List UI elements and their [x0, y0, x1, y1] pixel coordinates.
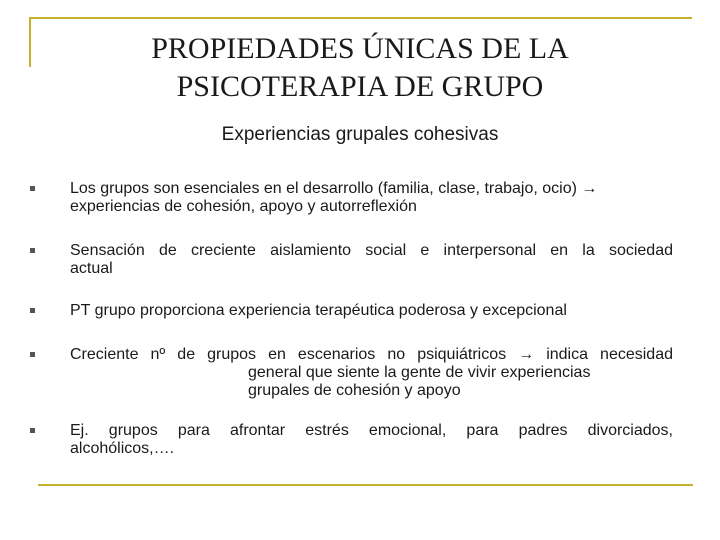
bullet-text-line: Ej. grupos para afrontar estrés emocional, para padres divorciados, — [70, 422, 673, 439]
bullet-text-line: experiencias de cohesión, apoyo y autorreflexión — [70, 198, 417, 215]
bullet-text-line: Creciente nº de grupos en escenarios no psiquiátricos → indica necesidad — [70, 346, 673, 363]
bullet-text — [70, 180, 673, 216]
square-bullet-icon — [30, 308, 35, 313]
slide-title-line-2: PSICOTERAPIA DE GRUPO — [176, 70, 544, 103]
slide-subtitle: Experiencias grupales cohesivas — [221, 124, 499, 145]
bullet-text — [70, 302, 673, 320]
frame-top-rule — [29, 17, 692, 19]
bullet-text-line: alcohólicos,…. — [70, 440, 175, 457]
square-bullet-icon — [30, 428, 35, 433]
bullet-text-line: Los grupos son esenciales en el desarrollo (familia, clase, trabajo, ocio) → — [70, 180, 598, 197]
bullet-text — [70, 242, 673, 278]
square-bullet-icon — [30, 186, 35, 191]
frame-left-rule — [29, 17, 31, 67]
frame-bottom-rule — [38, 484, 693, 486]
slide-title-line-1: PROPIEDADES ÚNICAS DE LA — [151, 32, 569, 65]
bullet-text-line: PT grupo proporciona experiencia terapéutica poderosa y excepcional — [70, 302, 567, 319]
bullet-text-line: grupales de cohesión y apoyo — [248, 382, 461, 399]
slide-title — [40, 30, 680, 106]
square-bullet-icon — [30, 352, 35, 357]
bullet-text — [70, 422, 673, 458]
bullet-text — [70, 346, 673, 400]
bullet-text-line: Sensación de creciente aislamiento social e interpersonal en la sociedad — [70, 242, 673, 259]
square-bullet-icon — [30, 248, 35, 253]
bullet-text-line: general que siente la gente de vivir experiencias — [248, 364, 591, 381]
bullet-text-line: actual — [70, 260, 113, 277]
